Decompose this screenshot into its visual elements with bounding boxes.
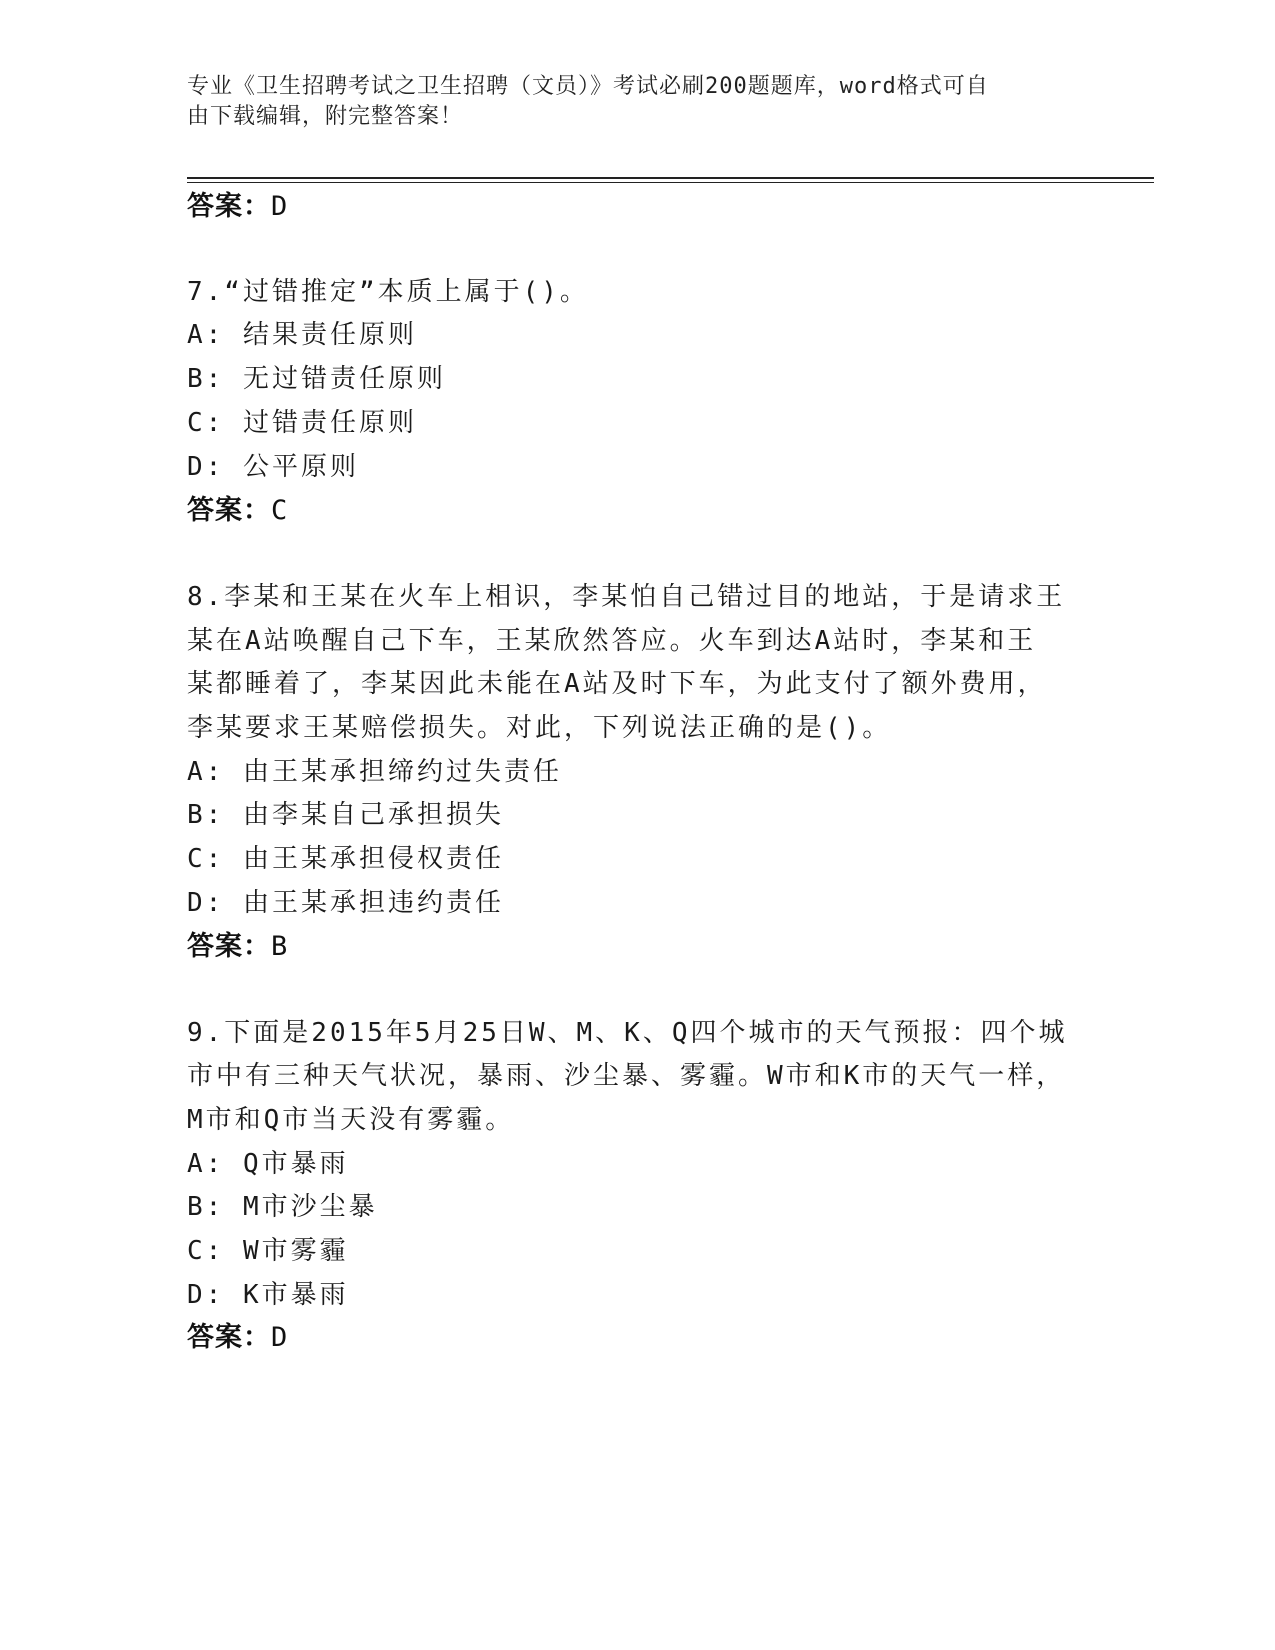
question-7-answer — [187, 494, 288, 528]
question-9-stem-line-1: 9.下面是2015年5月25日W、M、K、Q四个城市的天气预报：四个城 — [187, 1018, 1068, 1048]
question-8-stem-line-1: 8.李某和王某在火车上相识，李某怕自己错过目的地站，于是请求王 — [187, 582, 1066, 612]
question-9-option-d: D: K市暴雨 — [187, 1280, 349, 1310]
answer-label: 答案： — [187, 931, 271, 962]
question-9-stem-line-3: M市和Q市当天没有雾霾。 — [187, 1105, 515, 1135]
answer-value: C — [271, 495, 289, 526]
question-8-option-c: C: 由王某承担侵权责任 — [187, 844, 504, 874]
document-header — [187, 72, 1067, 132]
answer-value: B — [271, 931, 289, 962]
question-7-option-c: C: 过错责任原则 — [187, 408, 417, 438]
question-8-stem-line-4: 李某要求王某赔偿损失。对此，下列说法正确的是()。 — [187, 713, 892, 743]
question-8-option-a: A: 由王某承担缔约过失责任 — [187, 757, 562, 787]
question-8-answer — [187, 930, 288, 964]
answer-label: 答案： — [187, 1322, 271, 1353]
question-9-answer — [187, 1321, 288, 1355]
question-8-option-b: B: 由李某自己承担损失 — [187, 800, 504, 830]
question-9-option-a: A: Q市暴雨 — [187, 1149, 349, 1179]
question-7-option-a: A: 结果责任原则 — [187, 320, 417, 350]
question-8-stem-line-2: 某在A站唤醒自己下车，王某欣然答应。火车到达A站时，李某和王 — [187, 626, 1037, 656]
question-7-option-b: B: 无过错责任原则 — [187, 364, 446, 394]
answer-value: D — [271, 191, 289, 222]
question-8-stem-line-3: 某都睡着了，李某因此未能在A站及时下车，为此支付了额外费用， — [187, 669, 1047, 699]
question-9-option-c: C: W市雾霾 — [187, 1236, 349, 1266]
header-line-2: 由下载编辑，附完整答案！ — [187, 104, 464, 129]
answer-label: 答案： — [187, 191, 271, 222]
question-9-stem-line-2: 市中有三种天气状况，暴雨、沙尘暴、雾霾。W市和K市的天气一样， — [187, 1061, 1066, 1091]
header-line-1: 专业《卫生招聘考试之卫生招聘（文员）》考试必刷200题题库，word格式可自 — [187, 74, 989, 99]
header-divider-thick — [187, 177, 1154, 179]
question-9-option-b: B: M市沙尘暴 — [187, 1192, 378, 1222]
question-7-stem: 7.“过错推定”本质上属于()。 — [187, 277, 589, 307]
header-divider-thin — [187, 182, 1154, 183]
answer-value: D — [271, 1322, 289, 1353]
answer-label: 答案： — [187, 495, 271, 526]
question-8-option-d: D: 由王某承担违约责任 — [187, 888, 504, 918]
question-7-option-d: D: 公平原则 — [187, 452, 359, 482]
answer-line — [187, 190, 288, 224]
